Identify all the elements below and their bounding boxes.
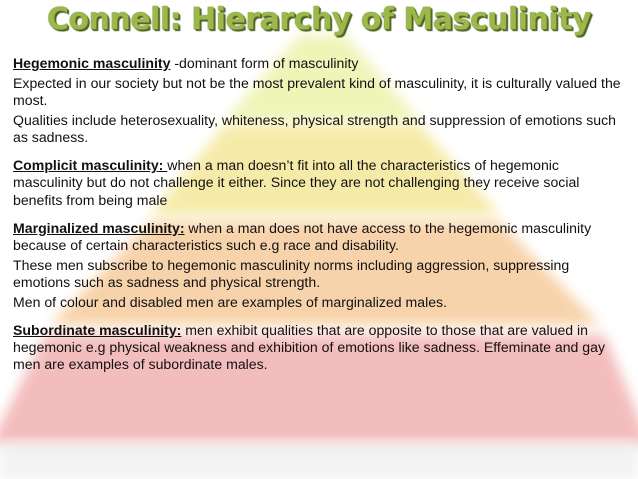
slide-body [13, 55, 625, 376]
text-marginalized-norms: These men subscribe to hegemonic masculinity norms including aggression, suppressing emotions such as sadness and physical strength. [13, 256, 570, 291]
paragraph-hegemonic [13, 55, 625, 72]
text-hegemonic-expected: Expected in our society but not be the most prevalent kind of masculinity, it is culturally valued the most. [13, 74, 621, 108]
text-hegemonic: -dominant form of masculinity [170, 55, 359, 71]
term-marginalized: Marginalized masculinity: [13, 219, 185, 236]
text-hegemonic-qualities: Qualities include heterosexuality, whiteness, physical strength and suppression of emotions such as sadness. [13, 111, 616, 145]
text-marginalized: when a man does not have access to the hegemonic masculinity because of certain characteristics such e.g race and disability. [13, 219, 592, 254]
text-subordinate: men exhibit qualities that are opposite to those that are valued in hegemonic e.g physical weakness and exhibition of emotions like sadness. Effeminate and gay men are examples of subordinate males. [13, 322, 606, 373]
text-complicit: when a man doesn’t fit into all the characteristics of hegemonic masculinity but do not challenge it either. Since they are not challenging they receive social benefits from being male [13, 157, 580, 208]
paragraph-hegemonic-expected [13, 75, 625, 109]
paragraph-marginalized [13, 220, 625, 254]
paragraph-hegemonic-qualities [13, 112, 625, 146]
paragraph-complicit [13, 157, 625, 209]
paragraph-subordinate [13, 322, 625, 374]
term-complicit: Complicit masculinity: [13, 157, 168, 174]
term-hegemonic: Hegemonic masculinity [13, 55, 171, 71]
text-marginalized-examples: Men of colour and disabled men are examples of marginalized males. [13, 293, 448, 310]
slide-title: Connell: Hierarchy of Masculinity [46, 2, 592, 37]
term-subordinate: Subordinate masculinity: [13, 322, 182, 339]
paragraph-marginalized-examples [13, 294, 625, 311]
floor-shadow [0, 440, 638, 479]
paragraph-marginalized-norms [13, 257, 625, 291]
